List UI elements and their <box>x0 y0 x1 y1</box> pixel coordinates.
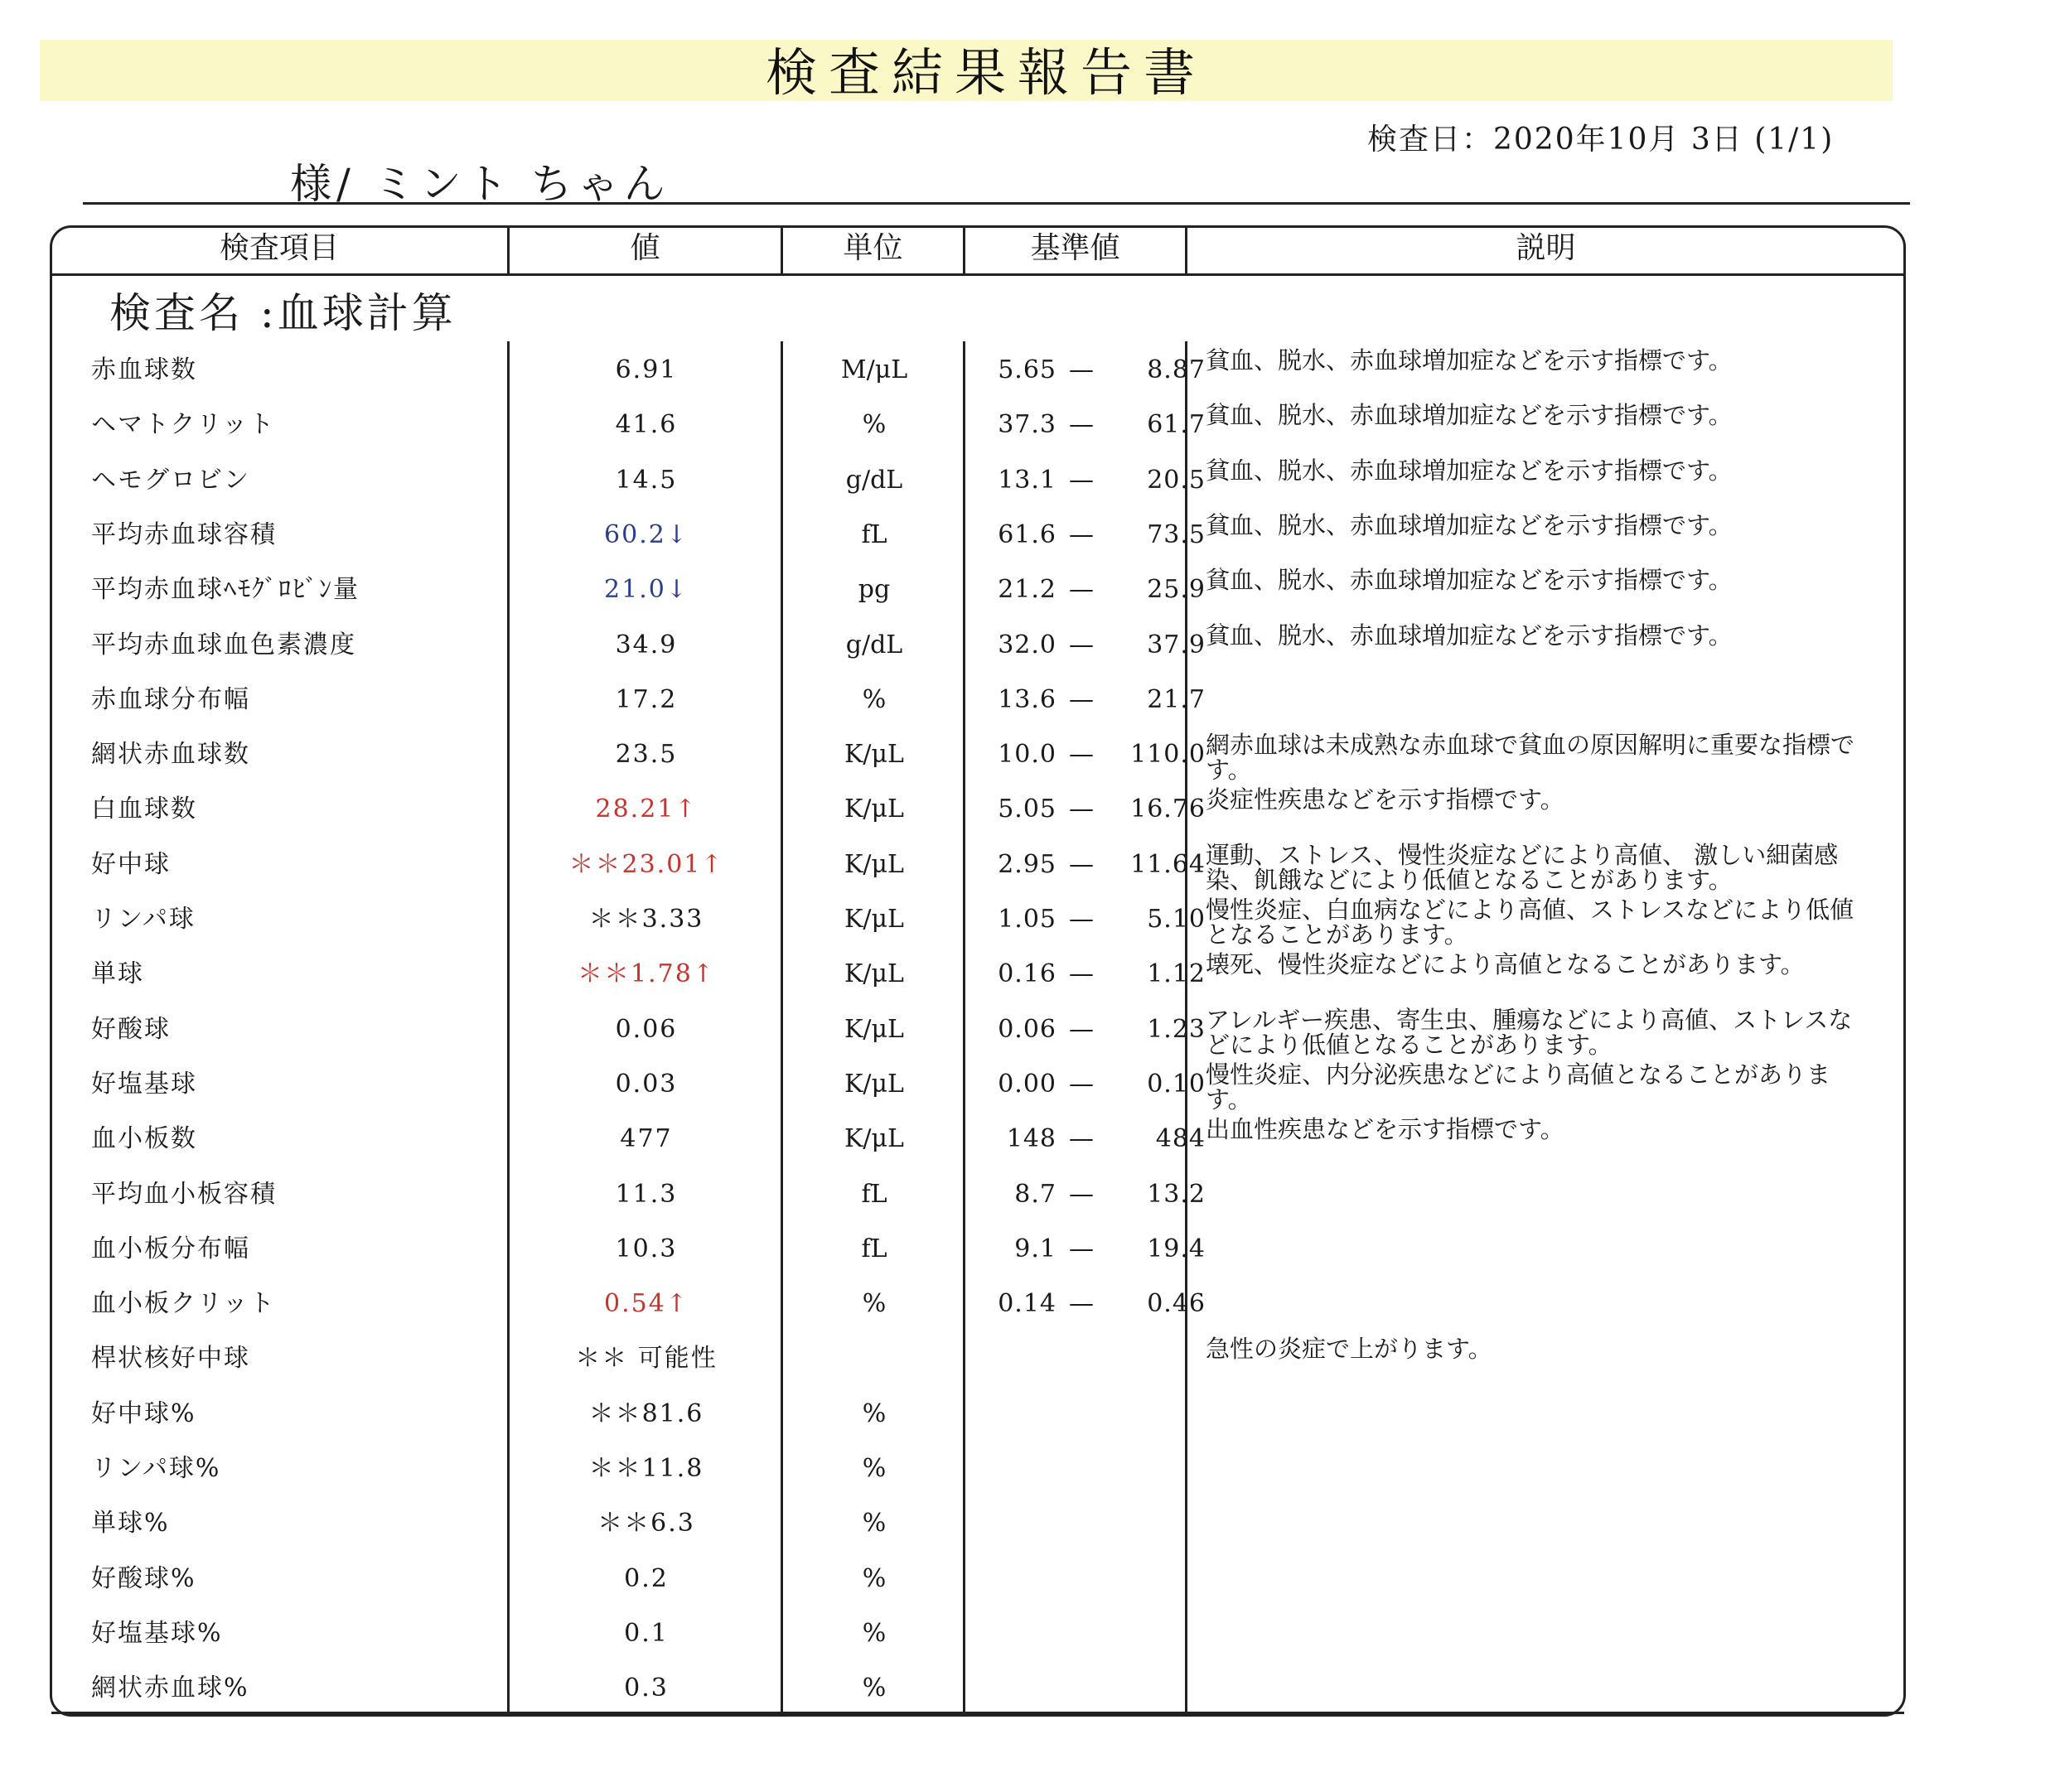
row-ref-high <box>1106 1661 1206 1716</box>
row-unit: fL <box>861 519 887 549</box>
table-row <box>0 343 2055 398</box>
row-ref-low: 5.05 <box>998 795 1057 824</box>
table-row <box>0 1167 2055 1222</box>
row-item-name: 好酸球% <box>91 1563 196 1593</box>
row-ref-high: 0.46 <box>1147 1289 1206 1319</box>
row-item-name: 血小板分布幅 <box>91 1234 250 1263</box>
table-row <box>0 1496 2055 1551</box>
row-unit: % <box>862 1509 887 1538</box>
row-item-name: 赤血球数 <box>91 355 197 384</box>
row-ref-high: 13.2 <box>1147 1179 1206 1209</box>
row-description <box>1206 1277 1860 1331</box>
table-row <box>0 1606 2055 1661</box>
row-item-name: 網状赤血球数 <box>91 740 250 770</box>
row-ref-dash: — <box>1069 1124 1094 1154</box>
row-ref-dash: — <box>1069 355 1094 384</box>
table-row <box>0 1277 2055 1331</box>
row-item-name: 桿状核好中球 <box>91 1344 250 1374</box>
row-unit: % <box>862 1618 887 1648</box>
row-ref-dash: — <box>1069 465 1094 495</box>
row-ref-low <box>965 1387 1057 1442</box>
row-item-name: 好中球% <box>91 1398 196 1428</box>
row-ref-dash: — <box>1069 575 1094 605</box>
row-description: 貧血、脱水、赤血球増加症などを示す指標です。 <box>1206 401 1733 430</box>
row-description <box>1206 1442 1860 1496</box>
row-ref-high: 20.5 <box>1147 465 1206 495</box>
row-ref-dash: — <box>1069 849 1094 879</box>
table-row <box>0 947 2055 1002</box>
table-row <box>0 1387 2055 1442</box>
row-value: 477 <box>620 1124 673 1154</box>
row-item-name: 平均赤血球血色素濃度 <box>91 630 356 659</box>
table-row <box>0 398 2055 452</box>
row-ref-dash <box>1057 1496 1106 1551</box>
row-unit: % <box>862 410 887 440</box>
row-description: 急性の炎症で上がります。 <box>1206 1335 1492 1364</box>
row-ref-high: 110.0 <box>1130 740 1206 770</box>
row-ref-high <box>1106 1331 1206 1386</box>
row-description: アレルギー疾患、寄生虫、腫瘍などにより高値、ストレスなどにより低値となることがあります。 <box>1206 1005 1853 1059</box>
row-description: 壊死、慢性炎症などにより高値となることがあります。 <box>1206 950 1805 979</box>
col-header-unit: 単位 <box>843 231 903 265</box>
row-description: 貧血、脱水、赤血球増加症などを示す指標です。 <box>1206 346 1733 374</box>
row-ref-low: 2.95 <box>998 849 1057 879</box>
row-ref-dash: — <box>1069 795 1094 824</box>
row-ref-low: 13.6 <box>998 684 1057 714</box>
row-value: 17.2 <box>615 684 678 714</box>
table-row <box>0 453 2055 508</box>
row-unit: % <box>862 1563 887 1593</box>
row-item-name: 網状赤血球% <box>91 1674 249 1703</box>
row-unit: % <box>862 1289 887 1319</box>
table-row <box>0 727 2055 785</box>
row-unit: K/μL <box>844 1124 904 1154</box>
row-description <box>1206 1606 1860 1661</box>
row-unit: fL <box>861 1179 887 1209</box>
row-unit: g/dL <box>845 630 903 659</box>
row-value: 14.5 <box>615 465 678 495</box>
row-ref-low: 9.1 <box>1014 1234 1057 1263</box>
row-description <box>1206 1387 1860 1442</box>
row-ref-dash: — <box>1069 1289 1094 1319</box>
table-row <box>0 1057 2055 1112</box>
row-item-name: 好酸球 <box>91 1014 171 1044</box>
row-unit: % <box>862 1674 887 1703</box>
row-ref-low: 21.2 <box>998 575 1057 605</box>
row-value: 60.2↓ <box>604 519 689 549</box>
row-item-name: 平均赤血球ﾍﾓｸﾞﾛﾋﾞﾝ量 <box>91 575 360 605</box>
row-unit: K/μL <box>844 1069 904 1099</box>
row-ref-low: 1.05 <box>998 905 1057 934</box>
row-description <box>1206 1552 1860 1606</box>
table-row <box>0 563 2055 617</box>
row-description: 炎症性疾患などを示す指標です。 <box>1206 785 1564 814</box>
row-ref-low <box>965 1661 1057 1716</box>
row-item-name: 血小板クリット <box>91 1289 276 1319</box>
row-value: 21.0↓ <box>604 575 689 605</box>
row-ref-high: 73.5 <box>1147 519 1206 549</box>
row-ref-high: 61.7 <box>1147 410 1206 440</box>
row-ref-low: 8.7 <box>1014 1179 1057 1209</box>
col-header-reference: 基準値 <box>1030 231 1120 265</box>
row-ref-dash <box>1057 1661 1106 1716</box>
row-value: 0.54↑ <box>604 1289 689 1319</box>
row-ref-low: 0.00 <box>998 1069 1057 1099</box>
row-ref-dash: — <box>1069 1014 1094 1044</box>
row-ref-dash <box>1057 1387 1106 1442</box>
table-row <box>0 1002 2055 1057</box>
row-ref-high: 1.23 <box>1147 1014 1206 1044</box>
row-ref-low: 0.16 <box>998 959 1057 989</box>
row-ref-low <box>965 1606 1057 1661</box>
row-description <box>1206 1167 1860 1222</box>
table-row <box>0 892 2055 947</box>
row-unit: K/μL <box>844 905 904 934</box>
row-ref-dash: — <box>1069 905 1094 934</box>
row-item-name: 好塩基球% <box>91 1618 223 1648</box>
row-unit: % <box>862 1398 887 1428</box>
row-ref-high <box>1106 1442 1206 1496</box>
exam-date: 検査日：2020年10月 3日 (1/1) <box>1367 123 1835 157</box>
row-item-name: リンパ球 <box>91 905 196 934</box>
row-value: 34.9 <box>615 630 678 659</box>
row-ref-high: 1.12 <box>1147 959 1206 989</box>
table-header-rule <box>51 273 1904 276</box>
row-item-name: 好塩基球 <box>91 1069 197 1099</box>
row-item-name: 平均血小板容積 <box>91 1179 277 1209</box>
row-item-name: 血小板数 <box>91 1124 197 1154</box>
row-item-name: ヘモグロビン <box>91 465 250 495</box>
row-value: ＊＊ 可能性 <box>575 1344 718 1374</box>
table-row <box>0 782 2055 837</box>
row-ref-dash: — <box>1069 1069 1094 1099</box>
row-unit <box>783 1331 965 1386</box>
table-row <box>0 838 2055 892</box>
row-unit: pg <box>858 575 891 605</box>
table-row <box>0 1442 2055 1496</box>
row-ref-low: 32.0 <box>998 630 1057 659</box>
row-ref-high <box>1106 1606 1206 1661</box>
document-title: 検査結果報告書 <box>765 42 1206 103</box>
row-ref-high: 37.9 <box>1147 630 1206 659</box>
row-value: ＊＊81.6 <box>588 1398 704 1428</box>
row-ref-dash: — <box>1069 630 1094 659</box>
row-item-name: リンパ球% <box>91 1454 221 1483</box>
row-description: 貧血、脱水、赤血球増加症などを示す指標です。 <box>1206 621 1733 650</box>
row-value: 0.03 <box>615 1069 678 1099</box>
row-description: 出血性疾患などを示す指標です。 <box>1206 1115 1564 1144</box>
row-value: 0.1 <box>624 1618 669 1648</box>
row-ref-low: 0.14 <box>998 1289 1057 1319</box>
row-ref-dash: — <box>1069 1234 1094 1263</box>
row-ref-dash: — <box>1069 410 1094 440</box>
row-item-name: 白血球数 <box>91 795 197 824</box>
row-description: 貧血、脱水、赤血球増加症などを示す指標です。 <box>1206 456 1733 485</box>
row-ref-low <box>965 1496 1057 1551</box>
row-ref-dash: — <box>1069 740 1094 770</box>
row-description: 慢性炎症、内分泌疾患などにより高値となることがあります。 <box>1206 1060 1831 1113</box>
row-ref-high: 11.64 <box>1130 849 1206 879</box>
row-value: ＊＊3.33 <box>588 905 704 934</box>
row-item-name: 赤血球分布幅 <box>91 684 250 714</box>
row-ref-high: 25.9 <box>1147 575 1206 605</box>
row-ref-dash: — <box>1069 684 1094 714</box>
row-value: 10.3 <box>615 1234 678 1263</box>
row-ref-low: 148 <box>1006 1124 1057 1154</box>
row-ref-high: 0.10 <box>1147 1069 1206 1099</box>
table-row <box>0 673 2055 727</box>
row-unit: K/μL <box>844 740 904 770</box>
row-ref-high <box>1106 1552 1206 1606</box>
row-unit: K/μL <box>844 849 904 879</box>
row-value: ＊＊23.01↑ <box>568 849 724 879</box>
row-unit: K/μL <box>844 795 904 824</box>
row-description: 網赤血球は未成熟な赤血球で貧血の原因解明に重要な指標です。 <box>1206 731 1855 785</box>
row-value: 41.6 <box>615 410 678 440</box>
row-ref-dash <box>1057 1331 1106 1386</box>
row-value: ＊＊11.8 <box>588 1454 704 1483</box>
row-ref-low <box>965 1552 1057 1606</box>
row-value: 0.2 <box>624 1563 669 1593</box>
row-value: ＊＊1.78↑ <box>578 959 715 989</box>
row-item-name: ヘマトクリット <box>91 410 276 440</box>
row-description: 貧血、脱水、赤血球増加症などを示す指標です。 <box>1206 510 1733 539</box>
row-unit: fL <box>861 1234 887 1263</box>
row-unit: K/μL <box>844 959 904 989</box>
row-item-name: 平均赤血球容積 <box>91 519 277 549</box>
table-row <box>0 618 2055 673</box>
row-ref-low: 0.06 <box>998 1014 1057 1044</box>
row-description <box>1206 1661 1860 1716</box>
header-rule <box>83 202 1910 205</box>
row-ref-high: 19.4 <box>1147 1234 1206 1263</box>
row-unit: % <box>862 684 887 714</box>
row-ref-low: 10.0 <box>998 740 1057 770</box>
section-title: 検査名 :血球計算 <box>109 289 457 337</box>
row-description <box>1206 1222 1860 1277</box>
table-row <box>0 1112 2055 1166</box>
table-row <box>0 1222 2055 1277</box>
col-header-item: 検査項目 <box>219 231 339 265</box>
row-ref-low: 5.65 <box>998 355 1057 384</box>
table-row <box>0 1331 2055 1386</box>
row-description: 慢性炎症、白血病などにより高値、ストレスなどにより低値となることがあります。 <box>1206 896 1854 949</box>
row-value: 6.91 <box>615 355 678 384</box>
row-value: 11.3 <box>615 1179 678 1209</box>
row-value: ＊＊6.3 <box>597 1509 695 1538</box>
col-header-value: 値 <box>630 231 660 265</box>
row-ref-high: 484 <box>1155 1124 1206 1154</box>
row-ref-high: 16.76 <box>1130 795 1206 824</box>
row-ref-dash: — <box>1069 519 1094 549</box>
row-ref-high <box>1106 1387 1206 1442</box>
row-ref-low <box>965 1442 1057 1496</box>
row-ref-high: 21.7 <box>1147 684 1206 714</box>
row-item-name: 単球 <box>91 959 144 989</box>
row-ref-dash <box>1057 1442 1106 1496</box>
table-row <box>0 1552 2055 1606</box>
row-description: 運動、ストレス、慢性炎症などにより高値、 激しい細菌感染、飢餓などにより低値となることがあります。 <box>1206 840 1839 894</box>
patient-name: 様/ ミント ちゃん <box>290 160 670 208</box>
row-ref-dash <box>1057 1552 1106 1606</box>
row-ref-dash: — <box>1069 1179 1094 1209</box>
row-value: 23.5 <box>615 740 678 770</box>
row-item-name: 好中球 <box>91 849 171 879</box>
row-ref-high: 5.10 <box>1147 905 1206 934</box>
row-ref-low: 61.6 <box>998 519 1057 549</box>
row-description <box>1206 673 1860 727</box>
row-unit: % <box>862 1454 887 1483</box>
row-ref-low: 13.1 <box>998 465 1057 495</box>
row-unit: K/μL <box>844 1014 904 1044</box>
row-ref-low: 37.3 <box>998 410 1057 440</box>
row-value: 28.21↑ <box>595 795 698 824</box>
row-unit: g/dL <box>845 465 903 495</box>
row-description <box>1206 1496 1860 1551</box>
row-ref-high <box>1106 1496 1206 1551</box>
row-description: 貧血、脱水、赤血球増加症などを示す指標です。 <box>1206 566 1733 595</box>
row-value: 0.3 <box>624 1674 669 1703</box>
row-ref-dash: — <box>1069 959 1094 989</box>
row-ref-low <box>965 1331 1057 1386</box>
col-header-description: 説明 <box>1516 231 1576 265</box>
row-value: 0.06 <box>615 1014 678 1044</box>
table-row <box>0 508 2055 563</box>
row-unit: M/μL <box>840 355 908 384</box>
row-ref-high: 8.87 <box>1147 355 1206 384</box>
table-row <box>0 1661 2055 1716</box>
row-item-name: 単球% <box>91 1509 170 1538</box>
row-ref-dash <box>1057 1606 1106 1661</box>
